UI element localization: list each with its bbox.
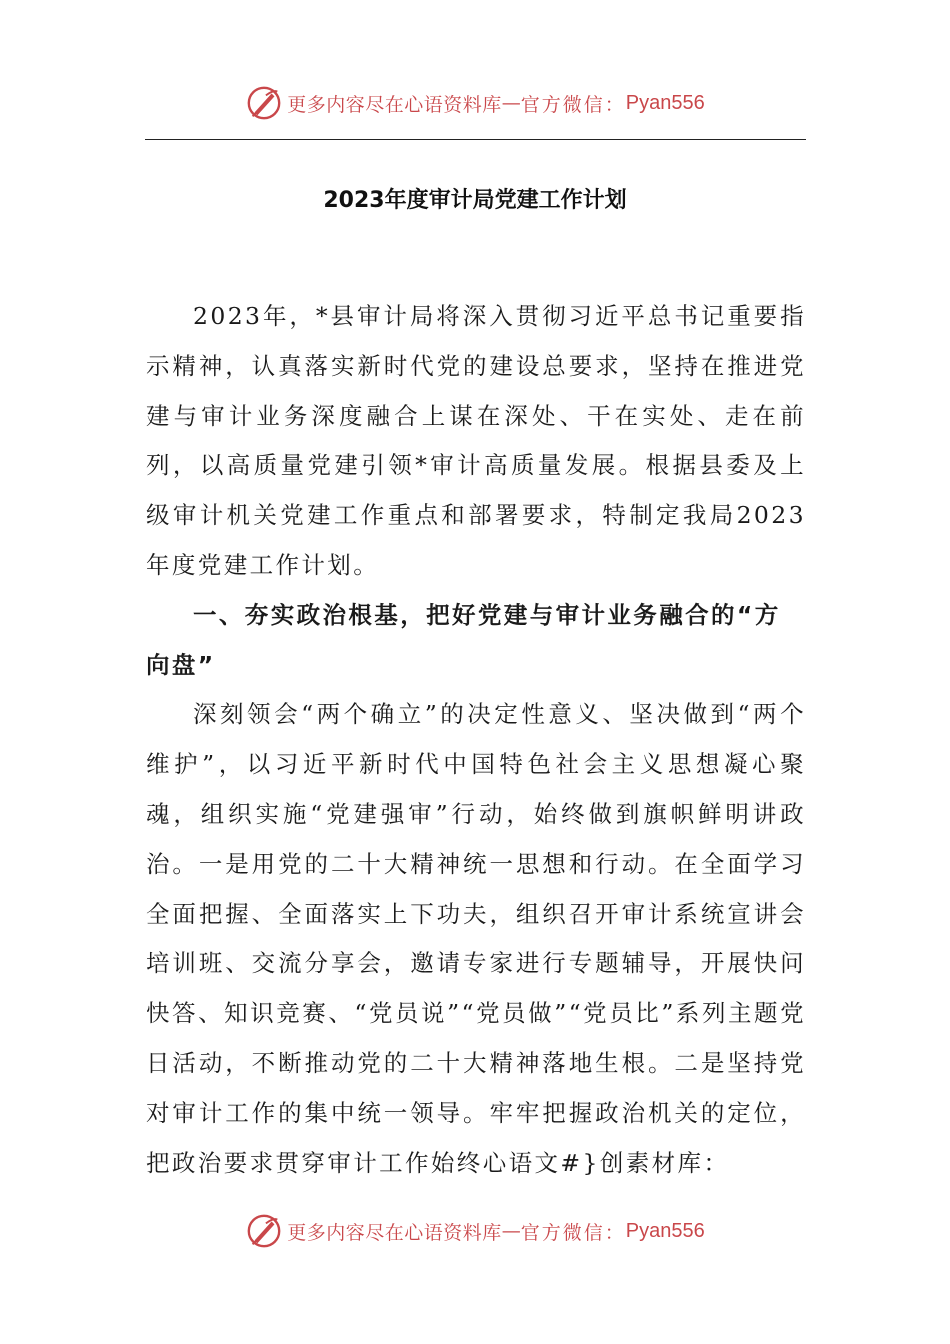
quill-logo-icon	[245, 1212, 283, 1250]
document-title: 2023年度审计局党建工作计划	[323, 188, 627, 213]
section-1-paragraph: 深刻领会“两个确立”的决定性意义、坚决做到“两个维护”，以习近平新时代中国特色社会主义思想凝心聚魂，组织实施“党建强审”行动，始终做到旗帜鲜明讲政治。一是用党的二十大精神统一思想和行动。在全面学习全面把握、全面落实上下功夫，组织召开审计系统宣讲会培训班、交流分享会，邀请专家进行专题辅导，开展快问快答、知识竞赛、“党员说”“党员做”“党员比”系列主题党日活动，不断推动党的二十大精神落地生根。二是坚持党对审计工作的集中统一领导。牢牢把握政治机关的定位，把政治要求贯穿审计工作始终心语文#}创素材库：	[146, 700, 806, 1177]
header-watermark	[0, 80, 950, 126]
watermark-separator: —	[501, 1220, 521, 1242]
intro-paragraph: 2023年，*县审计局将深入贯彻习近平总书记重要指示精神，认真落实新时代党的建设总要求，坚持在推进党建与审计业务深度融合上谋在深处、干在实处、走在前列，以高质量党建引领*审计高质量发展。根据县委及上级审计机关党建工作重点和部署要求，特制定我局2023年度党建工作计划。	[146, 302, 806, 579]
section-1-heading: 一、夯实政治根基，把好党建与审计业务融合的“方向盘”	[146, 600, 781, 679]
document-body	[146, 292, 806, 1188]
quill-logo-icon	[245, 84, 283, 122]
watermark-wechat-label: 官方微信：	[520, 93, 626, 116]
footer-watermark	[0, 1208, 950, 1254]
header-divider	[145, 139, 806, 140]
watermark-wechat-id: Pyan556	[625, 1219, 705, 1242]
watermark-site-text: 更多内容尽在心语资料库	[287, 1221, 502, 1244]
watermark-site-text: 更多内容尽在心语资料库	[287, 93, 502, 116]
watermark-wechat-label: 官方微信：	[520, 1221, 626, 1244]
watermark-wechat-id: Pyan556	[625, 91, 705, 114]
watermark-separator: —	[501, 92, 521, 114]
